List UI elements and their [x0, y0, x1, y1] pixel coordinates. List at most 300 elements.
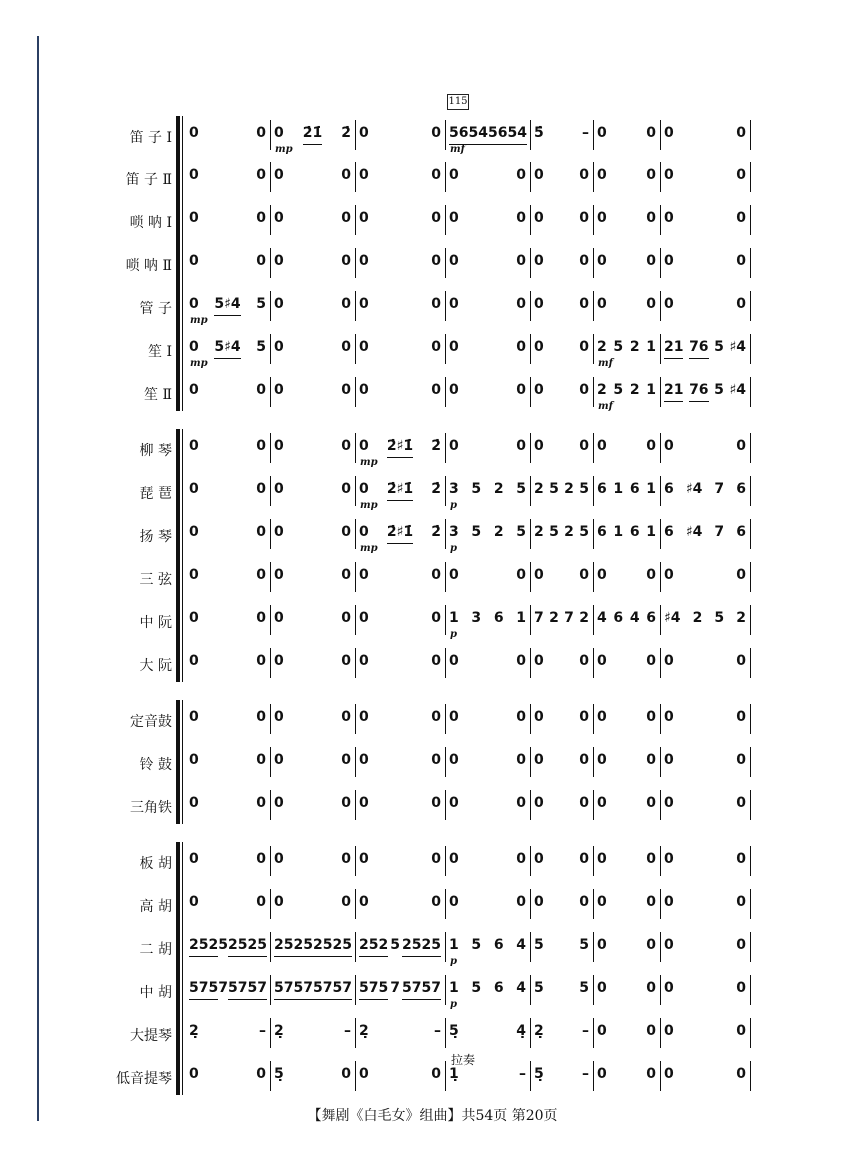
instrument-label: 唢 呐 Ⅱ: [125, 258, 172, 274]
staff-row: [0, 431, 865, 467]
note: 76: [689, 382, 708, 402]
note: 0: [534, 709, 544, 725]
note: 0: [431, 382, 441, 398]
barline: [593, 248, 594, 278]
note: 0: [274, 125, 284, 141]
note: 0: [736, 937, 746, 953]
measure: [359, 980, 441, 1000]
note: 0: [431, 795, 441, 811]
note: 0: [449, 795, 459, 811]
measure: [534, 1066, 589, 1086]
note: 2̣: [274, 1023, 284, 1039]
note: 0: [359, 481, 369, 497]
instrument-label: 低音提琴: [116, 1071, 172, 1087]
dynamic-marking: p: [450, 543, 457, 554]
note: 5757: [313, 980, 352, 1000]
note: 575: [359, 980, 388, 1000]
measure: [449, 610, 526, 630]
note: 0: [359, 438, 369, 454]
note: 0: [256, 210, 266, 226]
barline: [750, 120, 751, 150]
note: 0: [597, 210, 607, 226]
barline: [530, 377, 531, 407]
measure: [597, 653, 656, 673]
note: 0: [534, 296, 544, 312]
note: 0: [449, 296, 459, 312]
note: 0: [736, 980, 746, 996]
note: 0: [341, 752, 351, 768]
note: 6: [646, 610, 656, 626]
staff-row: [0, 930, 865, 966]
barline: [355, 334, 356, 364]
measure: [664, 481, 746, 501]
note: 0: [516, 253, 526, 269]
note: 0: [189, 851, 199, 867]
dynamic-marking: mp: [360, 543, 378, 554]
measure: [189, 1023, 266, 1043]
rehearsal-mark: 115: [447, 94, 469, 110]
note: 0: [256, 610, 266, 626]
barline: [593, 377, 594, 407]
measure: [664, 980, 746, 1000]
barline: [530, 334, 531, 364]
measure: [664, 851, 746, 871]
note: 0: [736, 167, 746, 183]
note: 0: [274, 438, 284, 454]
note: 0: [516, 210, 526, 226]
note: 5̣: [449, 1023, 459, 1039]
barline: [750, 291, 751, 321]
barline: [660, 889, 661, 919]
note: –: [434, 1023, 441, 1039]
note: 0: [359, 210, 369, 226]
note: 21: [664, 382, 683, 402]
note: 0: [189, 894, 199, 910]
note: 0: [189, 125, 199, 141]
measure: [449, 980, 526, 1000]
note: 1: [449, 937, 459, 953]
note: 5654: [449, 125, 488, 145]
measure: [359, 795, 441, 815]
note: 0: [359, 567, 369, 583]
note: 5̇: [534, 125, 544, 141]
dynamic-marking: mf: [450, 144, 465, 155]
note: –: [519, 1066, 526, 1082]
note: 0: [597, 125, 607, 141]
note: 6: [493, 610, 504, 626]
note: 0: [431, 167, 441, 183]
note: 5: [534, 937, 544, 953]
barline: [750, 790, 751, 820]
barline: [593, 162, 594, 192]
measure: [597, 382, 656, 402]
measure: [664, 795, 746, 815]
barline: [530, 1061, 531, 1091]
note: 0: [579, 210, 589, 226]
note: 6: [664, 524, 674, 540]
barline: [355, 932, 356, 962]
barline: [445, 162, 446, 192]
note: 0: [256, 795, 266, 811]
note: 0: [664, 894, 674, 910]
barline: [355, 291, 356, 321]
note: 0: [359, 339, 369, 355]
note: 0: [646, 1023, 656, 1039]
measure: [189, 481, 266, 501]
measure: [274, 752, 351, 772]
barline: [445, 377, 446, 407]
note: 0: [534, 752, 544, 768]
note: 5: [714, 610, 725, 626]
note: 1: [449, 610, 459, 626]
note: 0: [256, 382, 266, 398]
measure: [534, 795, 589, 815]
note: 5: [218, 937, 228, 953]
note: 0: [431, 296, 441, 312]
note: 0: [579, 851, 589, 867]
measure: [274, 709, 351, 729]
note: 0: [274, 795, 284, 811]
measure: [534, 125, 589, 145]
barline: [593, 562, 594, 592]
barline: [750, 162, 751, 192]
barline: [270, 790, 271, 820]
note: 0: [664, 125, 674, 141]
measure: [664, 167, 746, 187]
barline: [355, 747, 356, 777]
note: 2: [534, 524, 544, 540]
note: 0: [736, 253, 746, 269]
note: 0: [646, 980, 656, 996]
dynamic-marking: mf: [598, 358, 613, 369]
barline: [750, 433, 751, 463]
note: 0: [736, 438, 746, 454]
measure: [359, 382, 441, 402]
barline: [445, 648, 446, 678]
note: 0: [431, 1066, 441, 1082]
note: 0: [449, 752, 459, 768]
measure: [274, 1066, 351, 1086]
note: 0: [597, 653, 607, 669]
barline: [270, 846, 271, 876]
note: 6: [736, 524, 746, 540]
barline: [660, 162, 661, 192]
note: 0: [736, 567, 746, 583]
measure: [597, 210, 656, 230]
note: 0: [597, 1023, 607, 1039]
note: 0: [341, 524, 351, 540]
note: 0: [579, 795, 589, 811]
note: 0: [736, 795, 746, 811]
note: 0: [516, 382, 526, 398]
note: 5654: [488, 125, 527, 145]
barline: [355, 377, 356, 407]
note: 0: [646, 851, 656, 867]
note: 4: [516, 980, 526, 996]
note: 0: [274, 709, 284, 725]
note: 0: [359, 653, 369, 669]
note: 5757: [402, 980, 441, 1000]
note: 0: [646, 438, 656, 454]
measure: [449, 339, 526, 359]
note: 5: [516, 481, 526, 497]
measure: [274, 894, 351, 914]
barline: [530, 932, 531, 962]
dynamic-marking: mp: [275, 144, 293, 155]
note: 0: [534, 894, 544, 910]
note: 0: [341, 253, 351, 269]
dynamic-marking: mp: [190, 315, 208, 326]
barline: [445, 291, 446, 321]
measure: [449, 653, 526, 673]
note: 0: [359, 382, 369, 398]
measure: [274, 653, 351, 673]
measure: [189, 894, 266, 914]
barline: [750, 476, 751, 506]
barline: [270, 377, 271, 407]
note: 0: [534, 210, 544, 226]
note: 0: [664, 653, 674, 669]
note: 5: [516, 524, 526, 540]
note: 1: [646, 524, 656, 540]
barline: [750, 704, 751, 734]
note: 5: [390, 937, 400, 953]
note: 0: [431, 253, 441, 269]
measure: [449, 1023, 526, 1043]
measure: [534, 167, 589, 187]
measure: [534, 524, 589, 544]
measure: [449, 253, 526, 273]
barline: [355, 205, 356, 235]
note: 0: [579, 296, 589, 312]
barline: [270, 747, 271, 777]
instrument-label: 高 胡: [139, 899, 172, 915]
barline: [530, 291, 531, 321]
note: 0: [664, 980, 674, 996]
note: 2̇1̇: [303, 125, 322, 145]
note: 252: [189, 937, 218, 957]
measure: [597, 851, 656, 871]
note: 1: [646, 339, 656, 355]
note: 0: [449, 438, 459, 454]
measure: [534, 980, 589, 1000]
note: 6: [493, 980, 504, 996]
measure: [189, 382, 266, 402]
measure: [189, 524, 266, 544]
note: 0: [736, 851, 746, 867]
measure: [449, 167, 526, 187]
note: 0: [534, 795, 544, 811]
barline: [660, 291, 661, 321]
instrument-label: 三角铁: [130, 800, 172, 816]
note: 0: [189, 253, 199, 269]
note: 0: [431, 752, 441, 768]
note: 0: [189, 167, 199, 183]
barline: [750, 1018, 751, 1048]
barline: [445, 932, 446, 962]
barline: [445, 1018, 446, 1048]
instrument-label: 二 胡: [139, 942, 172, 958]
measure: [449, 851, 526, 871]
note: 0: [274, 339, 284, 355]
note: 0: [646, 653, 656, 669]
note: 0: [664, 567, 674, 583]
measure: [189, 296, 266, 316]
staff-row: [0, 160, 865, 196]
note: 0: [274, 851, 284, 867]
barline: [530, 704, 531, 734]
note: 7: [390, 980, 400, 996]
barline: [445, 889, 446, 919]
note: 0: [189, 567, 199, 583]
barline: [593, 291, 594, 321]
note: 0: [646, 894, 656, 910]
measure: [534, 382, 589, 402]
staff-row: [0, 375, 865, 411]
barline: [445, 433, 446, 463]
barline: [660, 605, 661, 635]
note: 2525: [402, 937, 441, 957]
barline: [270, 476, 271, 506]
note: 0: [189, 610, 199, 626]
note: 2̣: [189, 1023, 199, 1039]
measure: [664, 210, 746, 230]
measure: [534, 752, 589, 772]
barline: [270, 120, 271, 150]
note: –: [259, 1023, 266, 1039]
note: 0: [736, 709, 746, 725]
note: 0: [664, 851, 674, 867]
barline: [270, 433, 271, 463]
note: 0: [597, 709, 607, 725]
measure: [664, 339, 746, 359]
note: 0: [341, 851, 351, 867]
barline: [355, 162, 356, 192]
barline: [355, 790, 356, 820]
note: 0: [341, 167, 351, 183]
note: 0: [189, 752, 199, 768]
measure: [664, 610, 746, 630]
barline: [530, 162, 531, 192]
note: 0: [189, 1066, 199, 1082]
note: 0: [256, 653, 266, 669]
note: 2: [629, 339, 640, 355]
barline: [270, 162, 271, 192]
note: 0: [189, 382, 199, 398]
note: 5̣: [274, 1066, 284, 1082]
barline: [660, 932, 661, 962]
barline: [660, 747, 661, 777]
note: 0: [359, 524, 369, 540]
note: 0: [274, 610, 284, 626]
instrument-label: 唢 呐 Ⅰ: [129, 215, 172, 231]
barline: [530, 248, 531, 278]
measure: [274, 125, 351, 145]
note: 4: [629, 610, 640, 626]
measure: [359, 167, 441, 187]
measure: [534, 610, 589, 630]
measure: [189, 795, 266, 815]
note: 0: [597, 894, 607, 910]
measure: [449, 438, 526, 458]
barline: [750, 377, 751, 407]
note: 7: [564, 610, 574, 626]
note: 0: [359, 610, 369, 626]
barline: [445, 248, 446, 278]
note: 0: [664, 709, 674, 725]
measure: [274, 567, 351, 587]
dynamic-marking: mp: [190, 358, 208, 369]
note: 2: [564, 524, 574, 540]
barline: [270, 205, 271, 235]
measure: [597, 438, 656, 458]
staff-row: [0, 474, 865, 510]
barline: [593, 889, 594, 919]
note: 0: [736, 125, 746, 141]
note: 0: [431, 851, 441, 867]
note: 0: [274, 481, 284, 497]
barline: [593, 932, 594, 962]
note: 6: [597, 481, 607, 497]
note: 0: [534, 653, 544, 669]
note: 2: [493, 481, 504, 497]
note: 0: [516, 795, 526, 811]
note: 0: [341, 1066, 351, 1082]
staff-row: [0, 517, 865, 553]
barline: [660, 476, 661, 506]
measure: [534, 851, 589, 871]
note: 0: [579, 894, 589, 910]
note: ♯4: [685, 481, 703, 497]
measure: [449, 296, 526, 316]
note: 0: [189, 210, 199, 226]
barline: [445, 334, 446, 364]
note: 0: [341, 610, 351, 626]
note: 0: [664, 167, 674, 183]
note: 0: [274, 752, 284, 768]
measure: [274, 481, 351, 501]
note: 2525: [313, 937, 352, 957]
note: 5757: [228, 980, 267, 1000]
dynamic-marking: p: [450, 500, 457, 511]
barline: [593, 975, 594, 1005]
note: 0: [597, 253, 607, 269]
barline: [660, 1018, 661, 1048]
barline: [445, 747, 446, 777]
measure: [597, 1023, 656, 1043]
note: 0: [597, 438, 607, 454]
barline: [355, 476, 356, 506]
barline: [530, 205, 531, 235]
note: 2: [629, 382, 640, 398]
note: –: [582, 125, 589, 141]
barline: [750, 248, 751, 278]
barline: [355, 519, 356, 549]
measure: [359, 296, 441, 316]
barline: [660, 790, 661, 820]
measure: [597, 1066, 656, 1086]
measure: [274, 296, 351, 316]
note: –: [582, 1023, 589, 1039]
note: 0: [449, 653, 459, 669]
barline: [445, 120, 446, 150]
note: 0: [341, 894, 351, 910]
note: 0: [664, 1066, 674, 1082]
barline: [445, 519, 446, 549]
note: 0: [646, 709, 656, 725]
note: 0: [189, 709, 199, 725]
barline: [660, 562, 661, 592]
